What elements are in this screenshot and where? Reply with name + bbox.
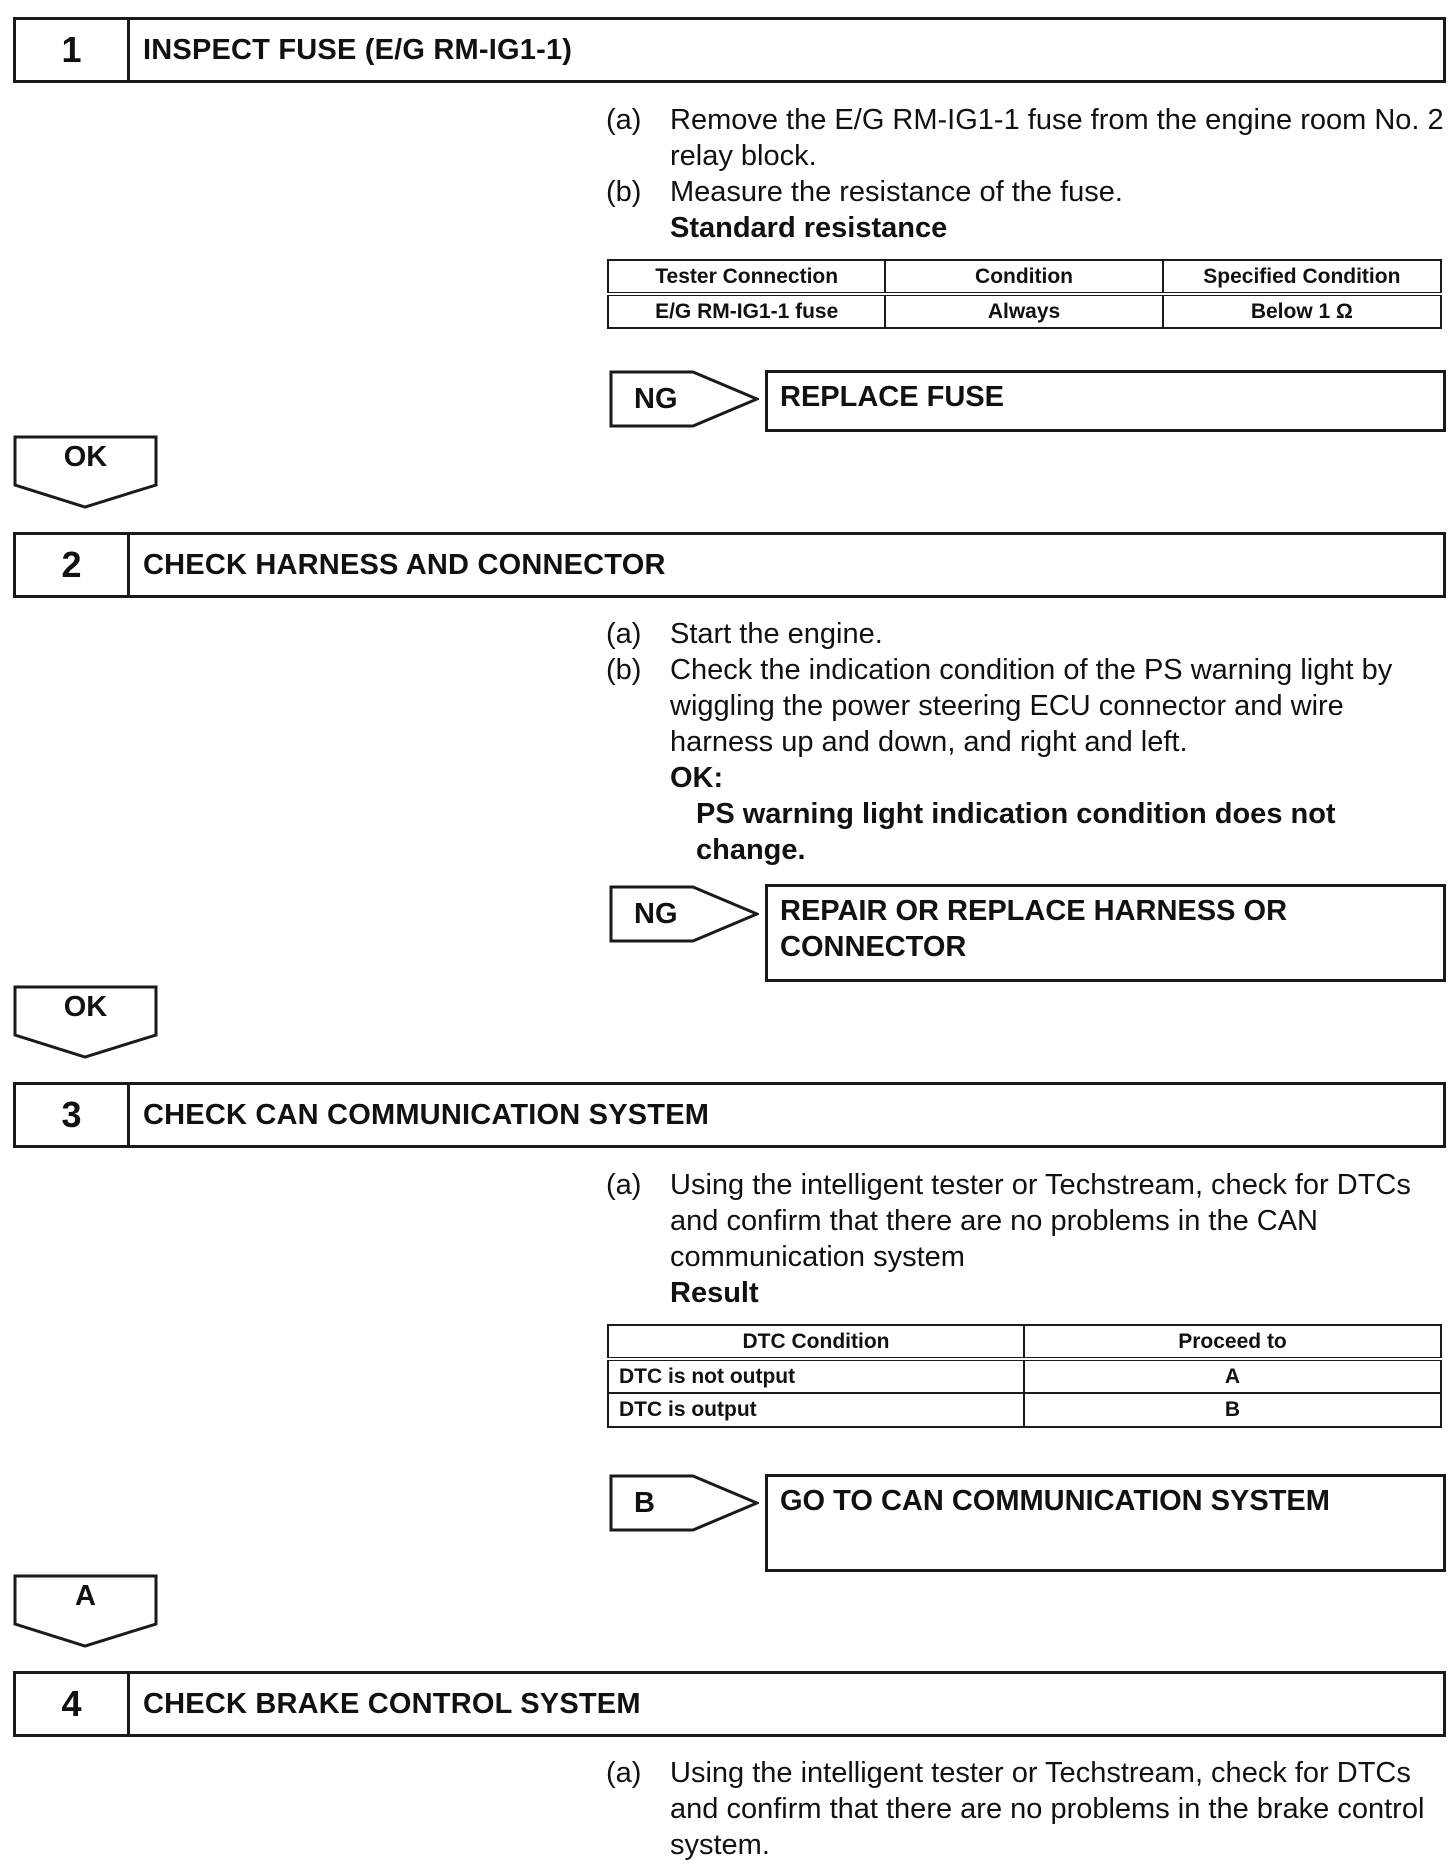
instruction-item: (b) Measure the resistance of the fuse. <box>606 176 1123 208</box>
step-1-title: INSPECT FUSE (E/G RM-IG1-1) <box>143 33 573 66</box>
step-3-title: CHECK CAN COMMUNICATION SYSTEM <box>143 1098 710 1131</box>
step-2-header <box>13 532 1446 598</box>
a-tag-label: A <box>75 1580 96 1612</box>
step-4-instructions <box>606 1755 1446 1863</box>
ng-branch-tag <box>609 369 759 429</box>
instruction-item: (a) Using the intelligent tester or Techstream, check for DTCs and confirm that there are no problems in the brake control system. <box>606 1757 1425 1861</box>
instruction-item: (a) Remove the E/G RM-IG1-1 fuse from the engine room No. 2 relay block. <box>606 104 1444 172</box>
ok-tag-label: OK <box>63 991 108 1023</box>
ok-criteria-text: PS warning light indication condition does not change. <box>696 798 1336 866</box>
b-branch-tag <box>609 1473 759 1533</box>
result-label: Result <box>670 1277 759 1309</box>
ok-criteria-label: OK: <box>670 762 724 794</box>
table-header-cell: DTC Condition <box>608 1325 1024 1359</box>
step-2-title: CHECK HARNESS AND CONNECTOR <box>143 548 666 581</box>
table-header-row <box>608 260 1441 294</box>
step-4-title: CHECK BRAKE CONTROL SYSTEM <box>143 1687 641 1720</box>
ok-tag-label: OK <box>63 441 108 473</box>
table-header-cell: Proceed to <box>1024 1325 1441 1359</box>
table-cell: DTC is output <box>608 1393 1024 1427</box>
step-1-header <box>13 17 1446 83</box>
branch-tag-label: NG <box>634 897 678 930</box>
table-row <box>608 1393 1441 1427</box>
ok-tag <box>13 985 158 1059</box>
branch-tag-label: B <box>634 1486 655 1519</box>
step-1-number: 1 <box>16 20 130 80</box>
instruction-item: (a) Using the intelligent tester or Techstream, check for DTCs and confirm that there are no problems in the CAN communication system <box>606 1169 1411 1273</box>
table-header-row <box>608 1325 1441 1359</box>
repair-harness-box: REPAIR OR REPLACE HARNESS OR CONNECTOR <box>765 884 1446 982</box>
table-cell: B <box>1024 1393 1441 1427</box>
table-cell: Always <box>885 294 1162 328</box>
step-3-header <box>13 1082 1446 1148</box>
standard-resistance-label: Standard resistance <box>670 212 948 244</box>
instruction-item: (a) Start the engine. <box>606 618 883 650</box>
ng-branch-tag <box>609 884 759 944</box>
step-1-instructions <box>606 102 1446 246</box>
table-cell: A <box>1024 1359 1441 1393</box>
resistance-table <box>607 259 1442 329</box>
table-header-cell: Specified Condition <box>1163 260 1441 294</box>
dtc-result-table <box>607 1324 1442 1428</box>
replace-fuse-box: REPLACE FUSE <box>765 370 1446 432</box>
branch-tag-label: NG <box>634 382 678 415</box>
instruction-item: (b) Check the indication condition of the PS warning light by wiggling the power steering ECU connector and wire harness up and down, and right and left. <box>606 654 1393 758</box>
step-3-instructions <box>606 1167 1446 1311</box>
table-row <box>608 294 1441 328</box>
step-4-number: 4 <box>16 1674 130 1734</box>
table-cell: DTC is not output <box>608 1359 1024 1393</box>
table-header-cell: Condition <box>885 260 1162 294</box>
table-cell: Below 1 Ω <box>1163 294 1441 328</box>
table-header-cell: Tester Connection <box>608 260 885 294</box>
go-to-can-box: GO TO CAN COMMUNICATION SYSTEM <box>765 1474 1446 1572</box>
step-2-number: 2 <box>16 535 130 595</box>
table-row <box>608 1359 1441 1393</box>
table-cell: E/G RM-IG1-1 fuse <box>608 294 885 328</box>
step-2-instructions <box>606 616 1446 868</box>
ok-tag <box>13 435 158 509</box>
step-3-number: 3 <box>16 1085 130 1145</box>
step-4-header <box>13 1671 1446 1737</box>
a-tag <box>13 1574 158 1648</box>
